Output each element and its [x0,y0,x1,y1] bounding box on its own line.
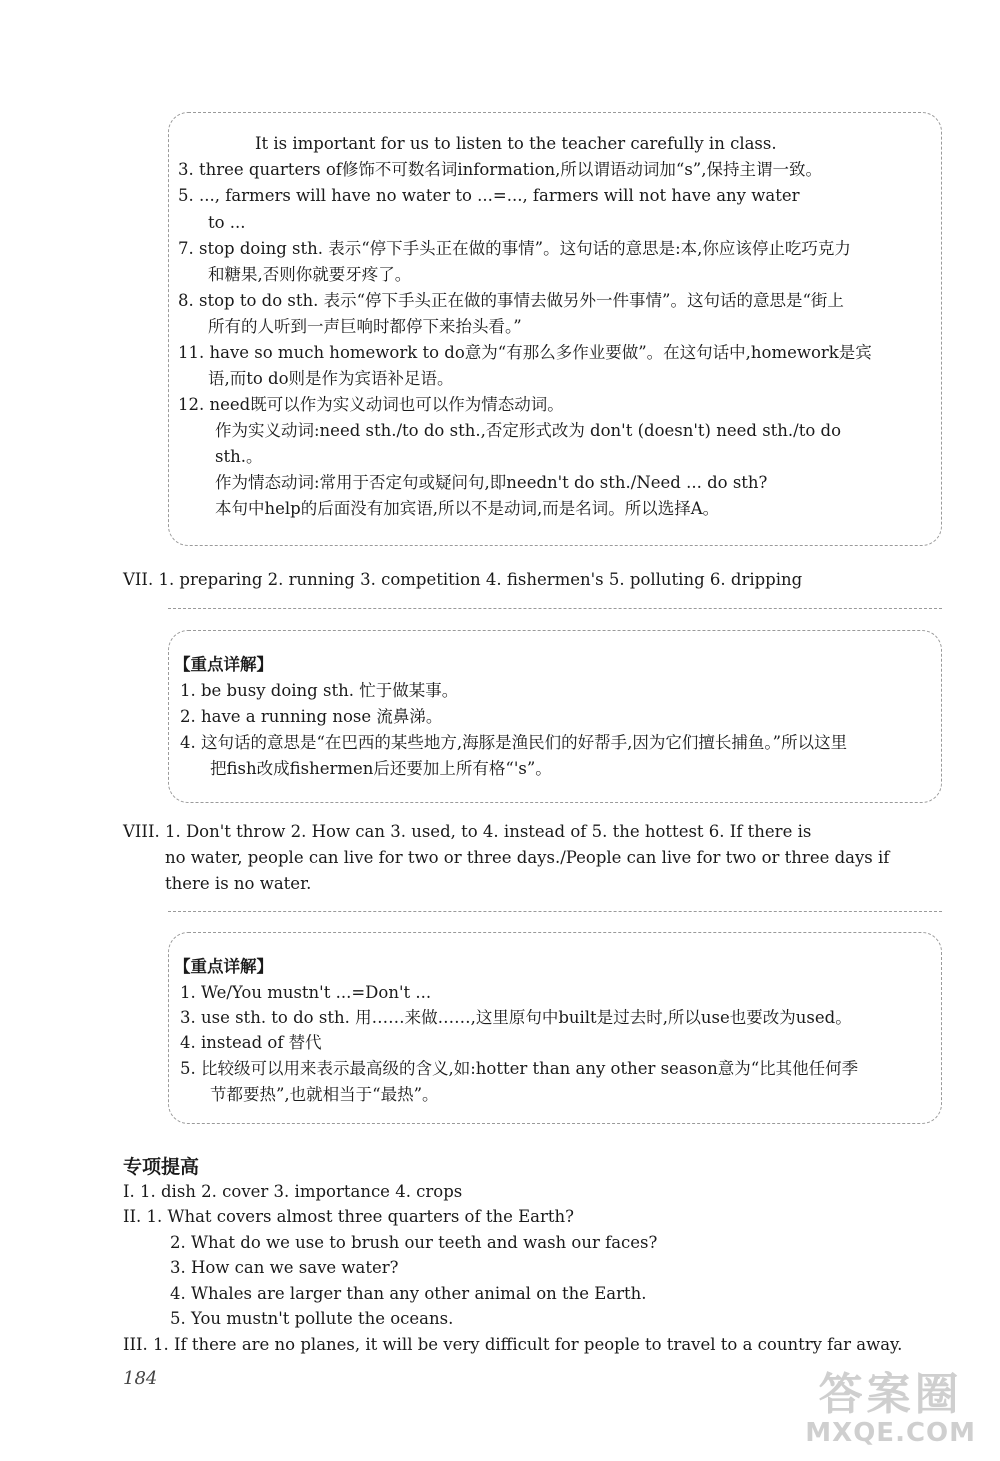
box1-line: 7. stop doing sth. 表示“停下手头正在做的事情”。这句话的意思是:本,你应该停止吃巧克力 [178,239,851,258]
box1-line: 作为实义动词:need sth./to do sth.,否定形式改为 don't (doesn't) need sth./to do [215,421,842,440]
box1-line: to ... [208,213,246,232]
box1-line: 8. stop to do sth. 表示“停下手头正在做的事情去做另外一件事情”。这句话的意思是“街上 [178,291,844,310]
watermark-logo [805,1371,976,1447]
box3-heading: 【重点详解】 [174,957,273,976]
section-title: 专项提高 [123,1156,200,1178]
watermark-url: MXQE.COM [805,1418,976,1448]
box3-line: 4. instead of 替代 [180,1033,322,1052]
section-line: 3. How can we save water? [170,1258,399,1277]
answer-viii-line: VIII. 1. Don't throw 2. How can 3. used, to 4. instead of 5. the hottest 6. If there is [123,822,812,841]
box2-line: 4. 这句话的意思是“在巴西的某些地方,海豚是渔民们的好帮手,因为它们擅长捕鱼。”所以这里 [180,733,848,752]
box1-line: 11. have so much homework to do意为“有那么多作业要做”。在这句话中,homework是宾 [178,343,872,362]
section-line: 4. Whales are larger than any other animal on the Earth. [170,1284,647,1303]
watermark-text: 答案圈 [818,1369,963,1420]
box1-line: 和糖果,否则你就要牙疼了。 [208,265,412,284]
box1-line: 12. need既可以作为实义动词也可以作为情态动词。 [178,395,564,414]
box3-line: 节都要热”,也就相当于“最热”。 [210,1085,439,1104]
section-line: III. 1. If there are no planes, it will be very difficult for people to travel to a country far away. [123,1335,903,1354]
dashed-separator [168,911,942,912]
box2-line: 2. have a running nose 流鼻涕。 [180,707,443,726]
page-number: 184 [123,1368,158,1389]
box1-line: sth.。 [215,447,263,466]
box3-line: 5. 比较级可以用来表示最高级的含义,如:hotter than any other season意为“比其他任何季 [180,1059,859,1078]
box1-line: 3. three quarters of修饰不可数名词information,所以谓语动词加“s”,保持主谓一致。 [178,160,822,179]
box1-line: 本句中help的后面没有加宾语,所以不是动词,而是名词。所以选择A。 [215,499,720,518]
box3-line: 1. We/You mustn't ...=Don't ... [180,983,432,1002]
box1-line: 所有的人听到一声巨响时都停下来抬头看。” [208,317,522,336]
section-line: II. 1. What covers almost three quarters of the Earth? [123,1207,574,1226]
box1-line: 作为情态动词:常用于否定句或疑问句,即needn't do sth./Need ... do sth? [215,473,768,492]
answer-viii-line: there is no water. [165,874,312,893]
box1-line: 5. ..., farmers will have no water to ...=..., farmers will not have any water [178,186,800,205]
dashed-separator [168,608,942,609]
answer-viii-line: no water, people can live for two or three days./People can live for two or three days if [165,848,890,867]
box2-line: 把fish改成fishermen后还要加上所有格“'s”。 [210,759,552,778]
box2-line: 1. be busy doing sth. 忙于做某事。 [180,681,459,700]
box1-line: It is important for us to listen to the teacher carefully in class. [255,134,777,153]
section-line: 5. You mustn't pollute the oceans. [170,1309,454,1328]
section-line: 2. What do we use to brush our teeth and wash our faces? [170,1233,658,1252]
box1-line: 语,而to do则是作为宾语补足语。 [208,369,454,388]
box3-line: 3. use sth. to do sth. 用……来做……,这里原句中built是过去时,所以use也要改为used。 [180,1008,852,1027]
box2-heading: 【重点详解】 [174,655,273,674]
section-line: I. 1. dish 2. cover 3. importance 4. crops [123,1182,463,1201]
answer-vii: VII. 1. preparing 2. running 3. competition 4. fishermen's 5. polluting 6. dripping [123,570,803,589]
